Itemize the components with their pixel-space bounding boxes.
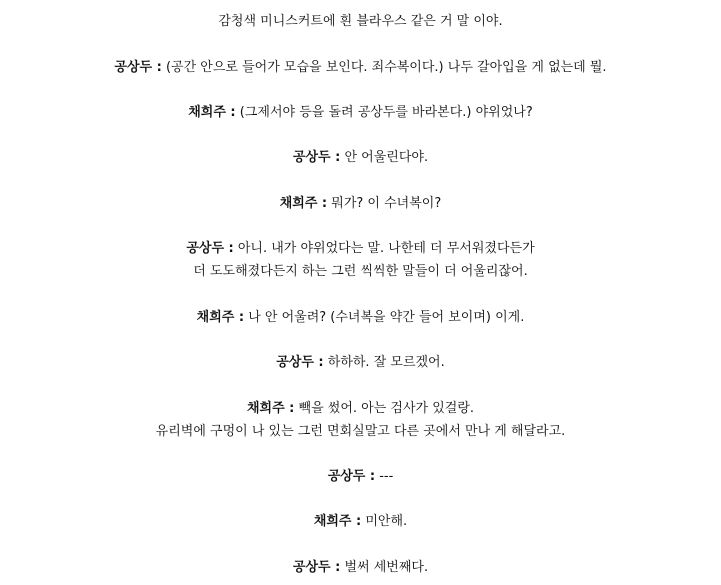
dialogue-continuation: 유리벽에 구멍이 나 있는 그런 면회실말고 다른 곳에서 만나 게 해달라고. [155, 424, 566, 439]
dialogue-line [0, 306, 721, 329]
speaker-name: 공상두 : [292, 150, 341, 165]
dialogue-text: 아니. 내가 야위었다는 말. 나한테 더 무서워졌다든가 [233, 241, 535, 256]
dialogue-continuation: 더 도도해졌다든지 하는 그런 씩씩한 말들이 더 어울리잖어. [193, 264, 528, 279]
speaker-name: 공상두 : [327, 469, 376, 484]
speaker-name: 채희주 : [196, 310, 245, 325]
dialogue-line [0, 101, 721, 124]
dialogue-text: (그제서야 등을 돌려 공상두를 바라본다.) 야위었나? [235, 105, 533, 120]
speaker-name: 공상두 : [186, 241, 234, 256]
dialogue-text: 하하하. 잘 모르겠어. [323, 355, 445, 370]
dialogue-text: 벌써 세번째다. [340, 560, 429, 575]
dialogue-text: 빽을 썼어. 아는 검사가 있걸랑. [294, 401, 475, 416]
speaker-name: 채희주 : [246, 401, 295, 416]
speaker-name: 채희주 : [313, 514, 362, 529]
speaker-name: 채희주 : [279, 196, 328, 211]
speaker-name: 공상두 : [276, 355, 324, 370]
speaker-name: 공상두 : [292, 560, 341, 575]
speaker-name: 공상두 : [114, 60, 162, 75]
dialogue-line [0, 146, 721, 169]
stage-direction-intro: 감청색 미니스커트에 흰 블라우스 같은 거 말 이야. [218, 14, 503, 29]
dialogue-text: (공간 안으로 들어가 모습을 보인다. 죄수복이다.) 나두 갈아입을 게 없는데 뭘. [161, 60, 607, 75]
dialogue-line [0, 397, 721, 420]
dialogue-line [0, 351, 721, 374]
dialogue-line [0, 556, 721, 579]
dialogue-line [0, 192, 721, 215]
dialogue-line [0, 510, 721, 533]
dialogue-line [0, 237, 721, 260]
dialogue-line [0, 465, 721, 488]
dialogue-text: 안 어울린다야. [340, 150, 429, 165]
dialogue-text: 미안해. [361, 514, 408, 529]
dialogue-line [0, 56, 721, 79]
dialogue-text: 나 안 어울려? (수녀복을 약간 들어 보이며) 이게. [244, 310, 525, 325]
dialogue-text: --- [375, 469, 394, 484]
dialogue-text: 뭐가? 이 수녀복이? [327, 196, 442, 211]
speaker-name: 채희주 : [188, 105, 236, 120]
